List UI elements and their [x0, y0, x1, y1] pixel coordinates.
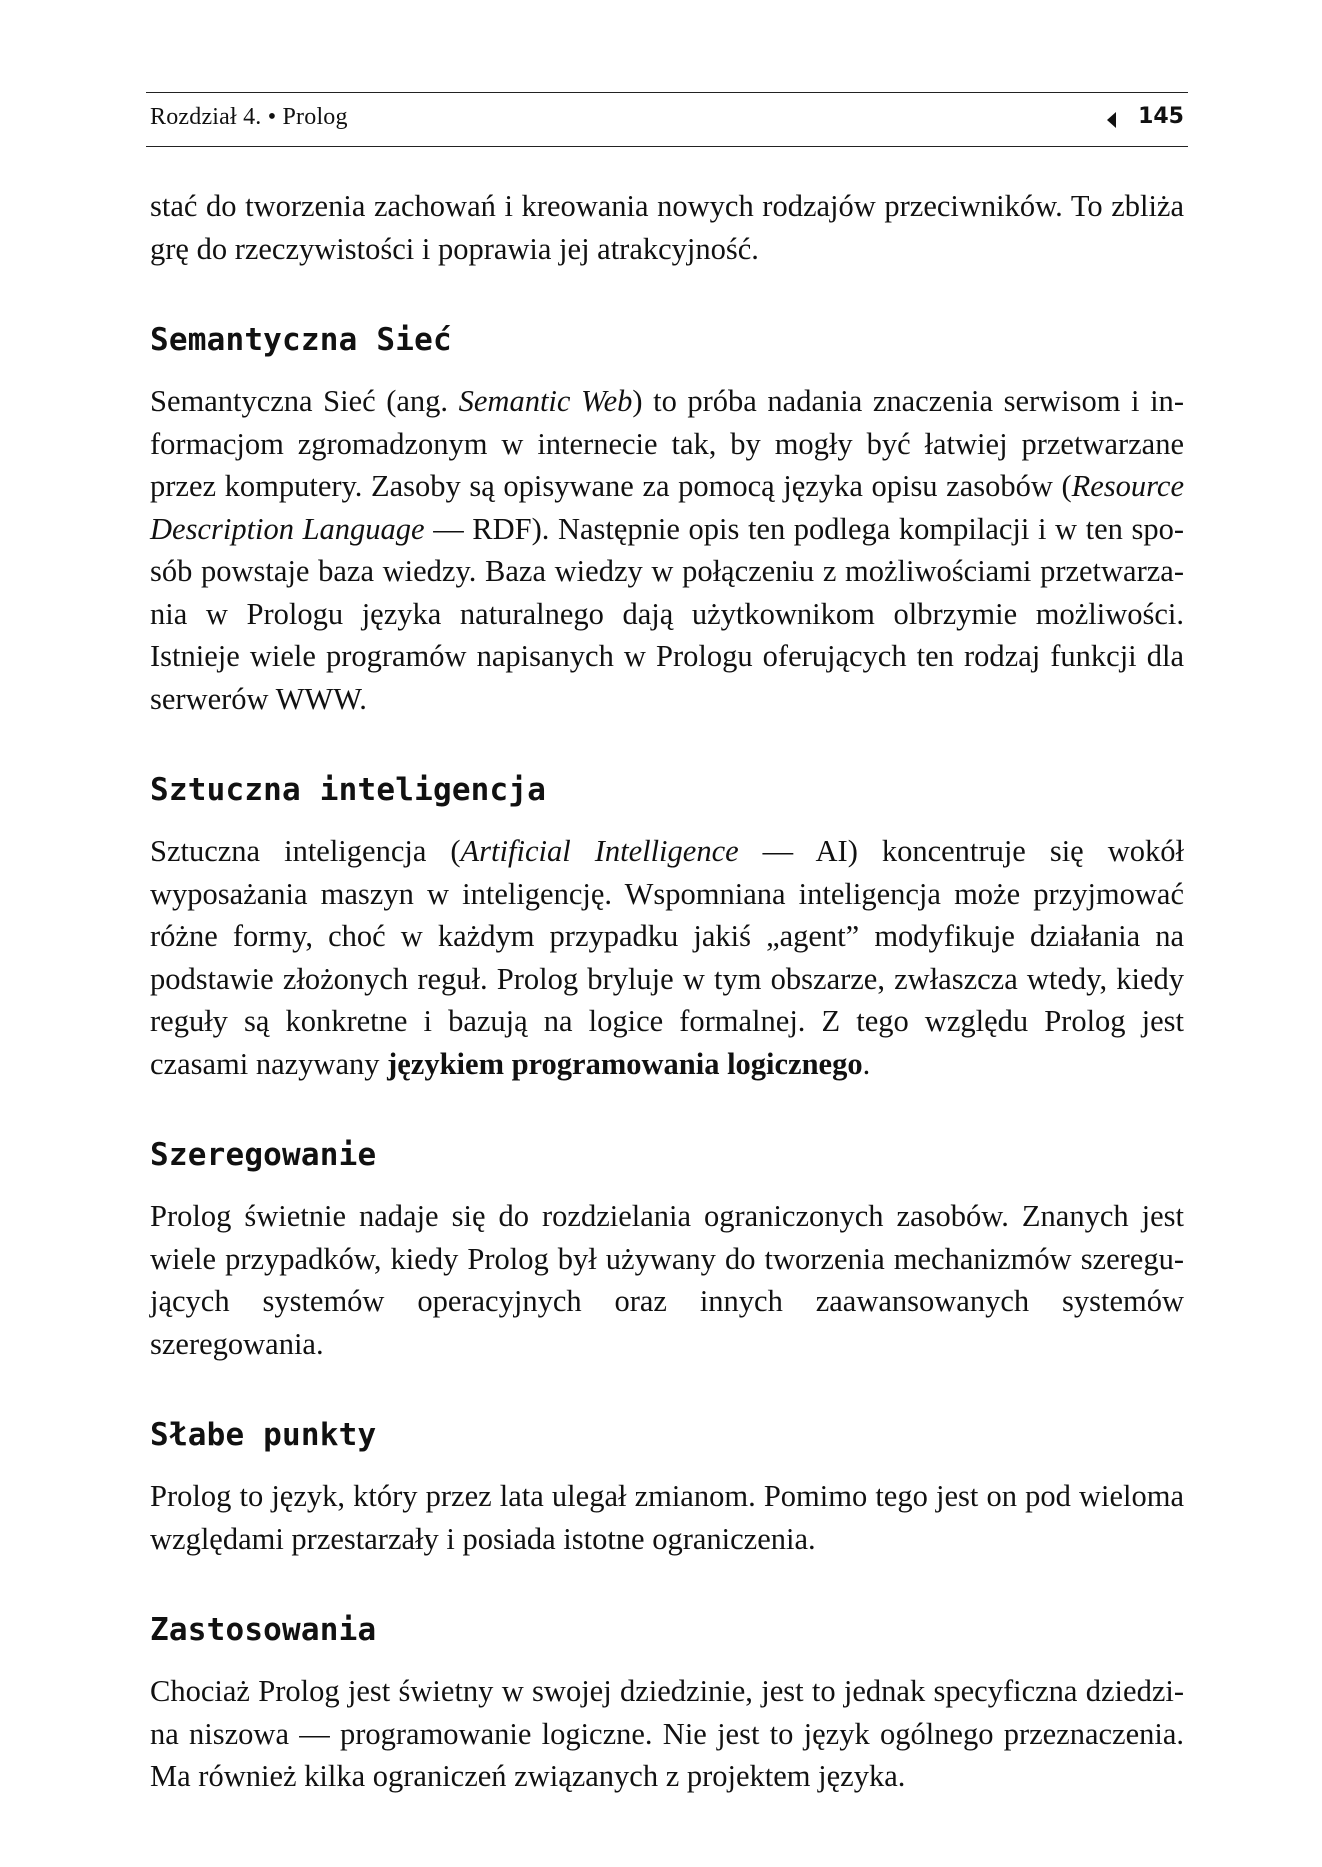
heading-applications: Zastosowania: [150, 1612, 377, 1648]
text-run: .: [862, 1046, 871, 1081]
term-logic-programming: językiem programowania logicznego: [387, 1046, 863, 1081]
term-rdf: Resource Description Language: [150, 469, 1184, 546]
text-run: Sztuczna inteligencja (: [150, 834, 461, 868]
term-semantic-web: Semantic Web: [458, 384, 633, 418]
text-run: ) to próba nadania znaczenia serwisom i informacjom zgromadzonym w internecie tak, by mogły być łatwiej przetwarzane przez komputery. Zasoby są opisywane za pomocą języka opisu zasobów (: [150, 384, 1184, 503]
term-ai: Artificial Intelligence: [460, 834, 739, 868]
page-content: [150, 185, 1184, 1798]
heading-weaknesses: Słabe punkty: [150, 1417, 377, 1453]
heading-semantic-web: Semantyczna Sieć: [150, 322, 452, 358]
paragraph-semantic-web: [150, 380, 1184, 720]
text-run: — AI) koncentruje się wokół wyposażania maszyn w inteligencję. Wspomniana inteligencja może przyjmować różne formy, choć w każdym przypadku jakiś „agent” modyfikuje działania na podstawie złożonych reguł. Prolog bryluje w tym obszarze, zwłaszcza wtedy, kiedy reguły są konkretne i bazują na logice formalnej. Z tego względu Prolog jest czasami nazywany: [150, 834, 1184, 1081]
paragraph-scheduling: Prolog świetnie nadaje się do rozdzielania ograniczonych zasobów. Znanych jest wiele przypadków, kiedy Prolog był używany do tworzenia mechanizmów szeregujących systemów operacyjnych oraz innych zaawansowanych systemów szeregowania.: [150, 1199, 1184, 1361]
paragraph-weaknesses: Prolog to język, który przez lata ulegał zmianom. Pomimo tego jest on pod wieloma względami przestarzały i posiada istotne ograniczenia.: [150, 1479, 1184, 1556]
paragraph-applications: Chociaż Prolog jest świetny w swojej dziedzinie, jest to jednak specyficzna dziedzina niszowa — programowanie logiczne. Nie jest to język ogólnego przeznaczenia. Ma również kilka ograniczeń związanych z projektem języka.: [150, 1674, 1184, 1793]
heading-scheduling: Szeregowanie: [150, 1137, 377, 1173]
text-run: — RDF). Następnie opis ten podlega kompilacji i w ten sposób powstaje baza wiedzy. Baza wiedzy w połączeniu z możliwościami przetwarzania w Prologu języka naturalnego dają użytkownikom olbrzymie możliwości. Istnieje wiele programów napisanych w Prologu oferujących ten rodzaj funkcji dla serwerów WWW.: [150, 511, 1185, 716]
text-run: Semantyczna Sieć (ang.: [150, 384, 459, 418]
left-pointer-icon: [1107, 112, 1116, 128]
paragraph-ai: [150, 830, 1184, 1085]
chapter-title: Rozdział 4. • Prolog: [150, 104, 348, 130]
running-header: [146, 92, 1188, 147]
heading-ai: Sztuczna inteligencja: [150, 772, 547, 808]
page-number: 145: [1138, 104, 1184, 129]
intro-paragraph: stać do tworzenia zachowań i kreowania nowych rodzajów przeciwników. To zbliża grę do rzeczywistości i poprawia jej atrakcyjność.: [150, 189, 1184, 266]
